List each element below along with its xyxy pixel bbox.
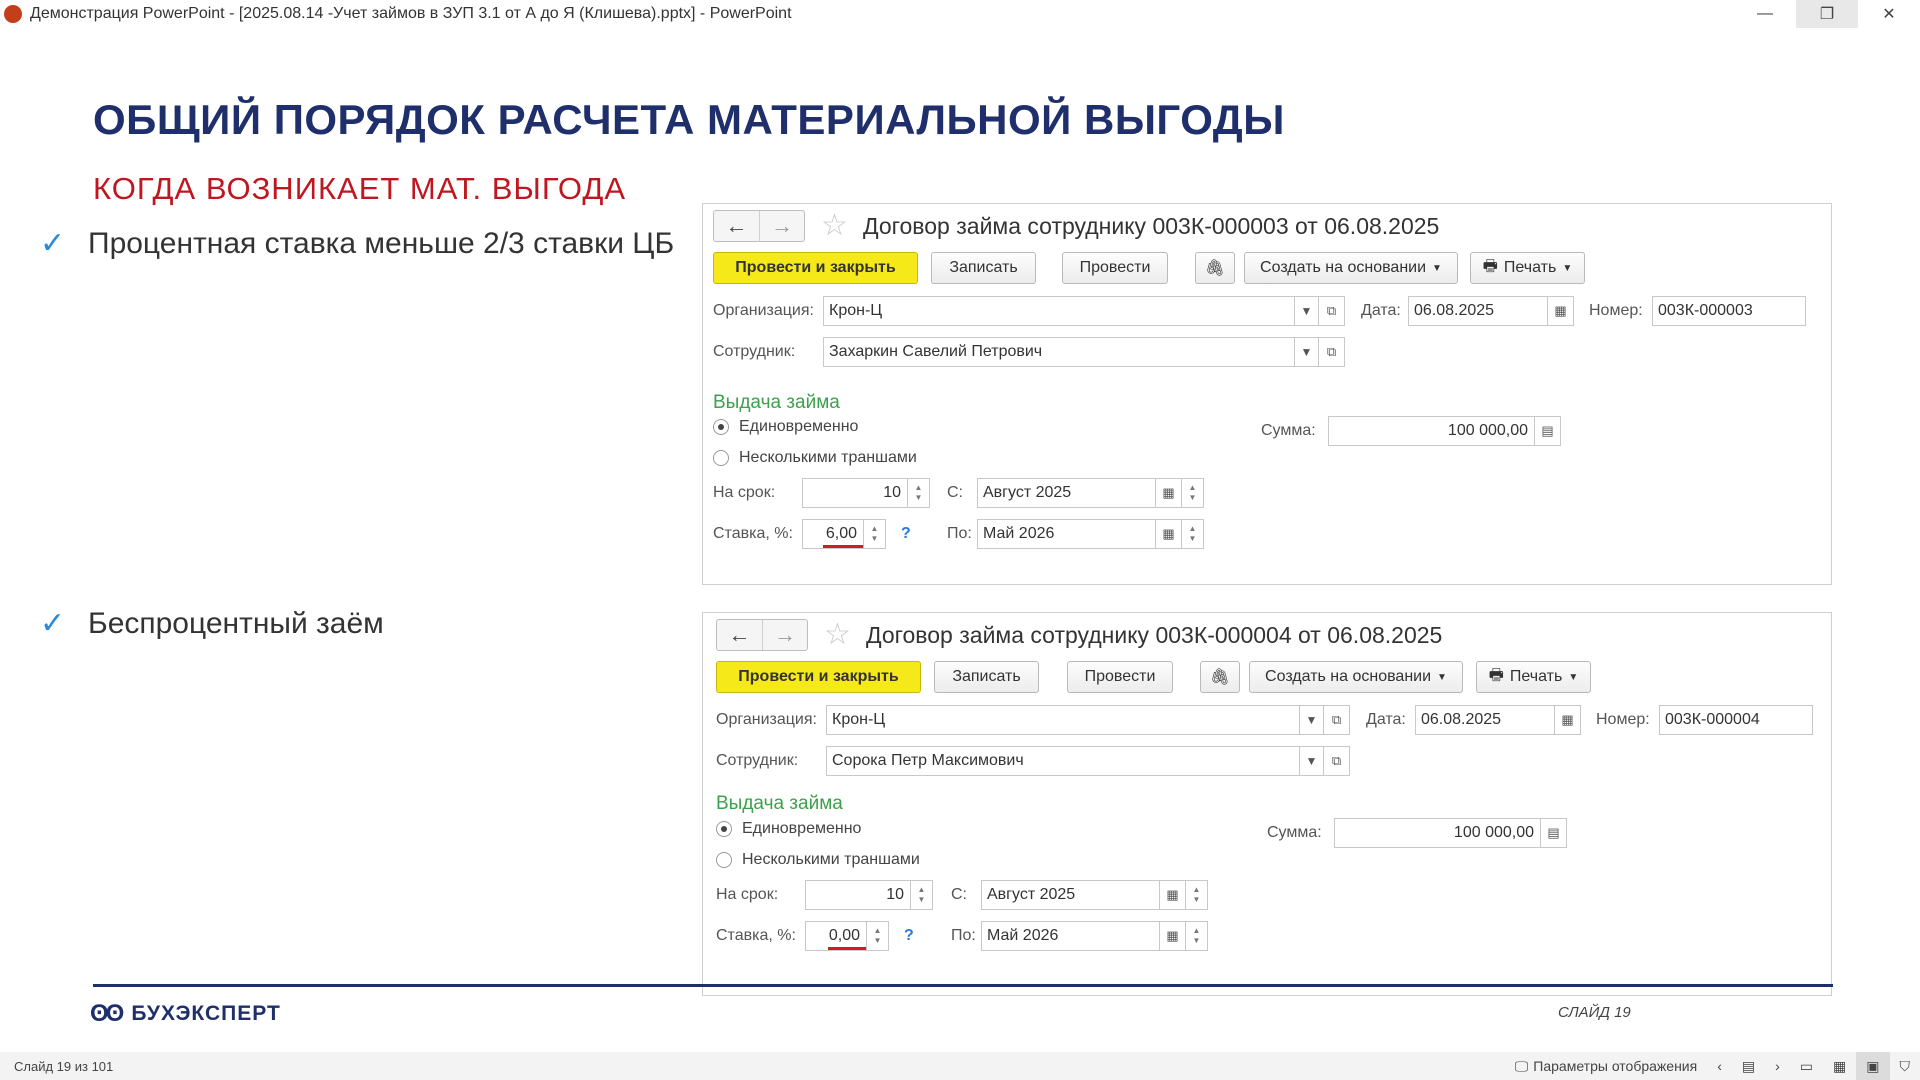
employee-label: Сотрудник: [713,343,796,360]
window-controls [1734,0,1920,28]
previous-slide-icon[interactable]: ‹ [1717,1058,1722,1074]
org-label: Организация: [713,302,814,319]
red-underline [828,947,866,950]
display-settings-label: Параметры отображения [1533,1058,1698,1074]
date-label: Дата: [1366,711,1406,728]
open-link-icon[interactable]: ⧉ [1319,337,1345,367]
nav-buttons [716,619,808,651]
chevron-down-icon: ▼ [1568,671,1579,683]
printer-icon: 🖶 [1482,257,1498,275]
bullet-item [40,226,674,261]
number-field[interactable]: 003К-000004 [1659,705,1813,735]
organization-field[interactable]: Крон-Ц [823,296,1295,326]
radio-once-label: Единовременно [739,418,859,435]
to-label: По: [947,525,972,542]
sum-field[interactable]: 100 000,00 [1334,818,1541,848]
post-button[interactable]: Провести [1067,661,1173,693]
back-arrow-icon[interactable]: ← [725,213,748,238]
normal-view-icon[interactable]: ▭ [1799,1057,1814,1074]
radio-unselected-icon [713,450,729,466]
chevron-down-icon[interactable]: ▼ [1295,296,1319,326]
star-icon[interactable]: ☆ [821,209,848,242]
window-title-bar [0,0,1920,28]
slide-sorter-icon[interactable]: ▦ [1833,1057,1847,1074]
employee-field[interactable]: Сорока Петр Максимович [826,746,1300,776]
print-label: Печать [1509,668,1563,685]
monitor-icon: 🖵 [1514,1057,1529,1074]
next-slide-icon[interactable]: › [1775,1058,1780,1074]
slide [0,28,1920,1052]
to-spinner[interactable]: ▲ ▼ [1186,921,1208,951]
slide-title: ОБЩИЙ ПОРЯДОК РАСЧЕТА МАТЕРИАЛЬНОЙ ВЫГОДЫ [93,96,1285,143]
chevron-down-icon[interactable]: ▼ [1300,705,1324,735]
to-spinner[interactable]: ▲ ▼ [1182,519,1204,549]
from-spinner[interactable]: ▲ ▼ [1186,880,1208,910]
radio-once[interactable] [716,820,861,838]
slide-number: СЛАЙД 19 [1558,1004,1631,1021]
radio-tranches-label: Несколькими траншами [739,449,917,466]
calendar-icon[interactable]: ▦ [1156,519,1182,549]
powerpoint-icon [4,5,22,23]
logo-owl-icon: ʘʘ [90,1000,122,1027]
employee-field[interactable]: Захаркин Савелий Петрович [823,337,1295,367]
term-spinner[interactable]: ▲ ▼ [908,478,930,508]
post-button[interactable]: Провести [1062,252,1168,284]
calendar-icon[interactable]: ▦ [1156,478,1182,508]
radio-unselected-icon [716,852,732,868]
calculator-icon[interactable]: ▤ [1541,818,1567,848]
check-icon: ✓ [40,607,66,640]
printer-icon: 🖶 [1488,666,1504,684]
org-label: Организация: [716,711,817,728]
radio-selected-icon [716,821,732,837]
print-button[interactable] [1470,252,1585,284]
status-bar [0,1052,1920,1080]
chevron-down-icon: ▼ [1562,262,1573,274]
chevron-down-icon: ▼ [1437,671,1447,683]
bullet-text: Процентная ставка меньше 2/3 ставки ЦБ [88,226,675,260]
rate-field[interactable]: 0,00 [805,921,867,951]
date-field[interactable]: 06.08.2025 [1408,296,1548,326]
create-based-button[interactable] [1244,252,1458,284]
logo [90,1000,281,1028]
radio-selected-icon [713,419,729,435]
help-icon[interactable]: ? [901,525,911,542]
term-field[interactable]: 10 [805,880,911,910]
term-label: На срок: [713,484,776,501]
restore-button[interactable]: ❐ [1796,0,1858,28]
save-button[interactable]: Записать [934,661,1039,693]
open-link-icon[interactable]: ⧉ [1324,705,1350,735]
rate-spinner[interactable]: ▲ ▼ [867,921,889,951]
slideshow-icon[interactable]: ⛉ [1899,1057,1910,1074]
document-title: Договор займа сотруднику 003К-000003 от 06.08.2025 [863,213,1440,239]
radio-once[interactable] [713,418,858,436]
term-field[interactable]: 10 [802,478,908,508]
print-label: Печать [1503,259,1557,276]
loan-contract-form [702,203,1832,585]
help-icon[interactable]: ? [904,927,914,944]
bullet-item [40,606,384,641]
status-bar-controls [1505,1052,1920,1080]
forward-arrow-icon[interactable]: → [759,211,804,241]
rate-field[interactable]: 6,00 [802,519,864,549]
sum-label: Сумма: [1261,422,1316,439]
calendar-icon[interactable]: ▦ [1160,880,1186,910]
number-label: Номер: [1596,711,1650,728]
employee-label: Сотрудник: [716,752,799,769]
nav-buttons [713,210,805,242]
slide-subtitle: КОГДА ВОЗНИКАЕТ МАТ. ВЫГОДА [93,171,627,206]
date-field[interactable]: 06.08.2025 [1415,705,1555,735]
create-based-button[interactable] [1249,661,1463,693]
display-settings-button[interactable] [1505,1052,1707,1080]
red-underline [823,545,863,548]
back-arrow-icon[interactable]: ← [728,622,751,647]
close-button[interactable]: ✕ [1882,6,1896,23]
section-heading: Выдача займа [716,793,843,814]
number-label: Номер: [1589,302,1643,319]
from-period-field[interactable]: Август 2025 [977,478,1156,508]
sum-field[interactable]: 100 000,00 [1328,416,1535,446]
forward-arrow-icon[interactable]: → [762,620,807,650]
rate-label: Ставка, %: [713,525,793,542]
chevron-down-icon: ▼ [1432,262,1442,274]
post-close-button[interactable]: Провести и закрыть [716,661,921,693]
from-label: С: [947,484,963,501]
bullet-text: Беспроцентный заём [88,606,384,640]
from-spinner[interactable]: ▲ ▼ [1182,478,1204,508]
to-period-field[interactable]: Май 2026 [977,519,1156,549]
create-based-label: Создать на основании [1265,668,1432,685]
date-label: Дата: [1361,302,1401,319]
logo-text: БУХЭКСПЕРТ [131,1002,281,1025]
term-label: На срок: [716,886,779,903]
chevron-down-icon[interactable]: ▼ [1295,337,1319,367]
slide-menu-icon[interactable]: ▤ [1741,1057,1756,1074]
radio-tranches[interactable] [716,851,920,869]
organization-field[interactable]: Крон-Ц [826,705,1300,735]
section-heading: Выдача займа [713,392,840,413]
rate-spinner[interactable]: ▲ ▼ [864,519,886,549]
open-link-icon[interactable]: ⧉ [1324,746,1350,776]
rate-label: Ставка, %: [716,927,796,944]
paperclip-icon[interactable]: 🖇 [1200,661,1240,693]
print-button[interactable] [1476,661,1591,693]
to-period-field[interactable]: Май 2026 [981,921,1160,951]
check-icon: ✓ [40,227,66,260]
calendar-icon[interactable]: ▦ [1548,296,1574,326]
radio-tranches-label: Несколькими траншами [742,851,920,868]
chevron-down-icon[interactable]: ▼ [1300,746,1324,776]
slide-counter: Слайд 19 из 101 [14,1059,114,1074]
minimize-button[interactable]: — [1757,5,1773,22]
from-label: С: [951,886,967,903]
from-period-field[interactable]: Август 2025 [981,880,1160,910]
reading-view-icon[interactable]: ▣ [1856,1052,1889,1080]
save-button[interactable]: Записать [931,252,1036,284]
calendar-icon[interactable]: ▦ [1160,921,1186,951]
open-link-icon[interactable]: ⧉ [1319,296,1345,326]
to-label: По: [951,927,976,944]
number-field[interactable]: 003К-000003 [1652,296,1806,326]
document-title: Договор займа сотруднику 003К-000004 от 06.08.2025 [866,622,1443,648]
calendar-icon[interactable]: ▦ [1555,705,1581,735]
paperclip-icon[interactable]: 🖇 [1195,252,1235,284]
post-close-button[interactable]: Провести и закрыть [713,252,918,284]
radio-tranches[interactable] [713,449,917,467]
sum-label: Сумма: [1267,824,1322,841]
calculator-icon[interactable]: ▤ [1535,416,1561,446]
radio-once-label: Единовременно [742,820,862,837]
footer-divider [93,984,1833,987]
term-spinner[interactable]: ▲ ▼ [911,880,933,910]
create-based-label: Создать на основании [1260,259,1427,276]
window-title: Демонстрация PowerPoint - [2025.08.14 -Учет займов в ЗУП 3.1 от А до Я (Клишева).pptx] - PowerPoint [30,5,792,22]
star-icon[interactable]: ☆ [824,618,851,651]
loan-contract-form [702,612,1832,996]
